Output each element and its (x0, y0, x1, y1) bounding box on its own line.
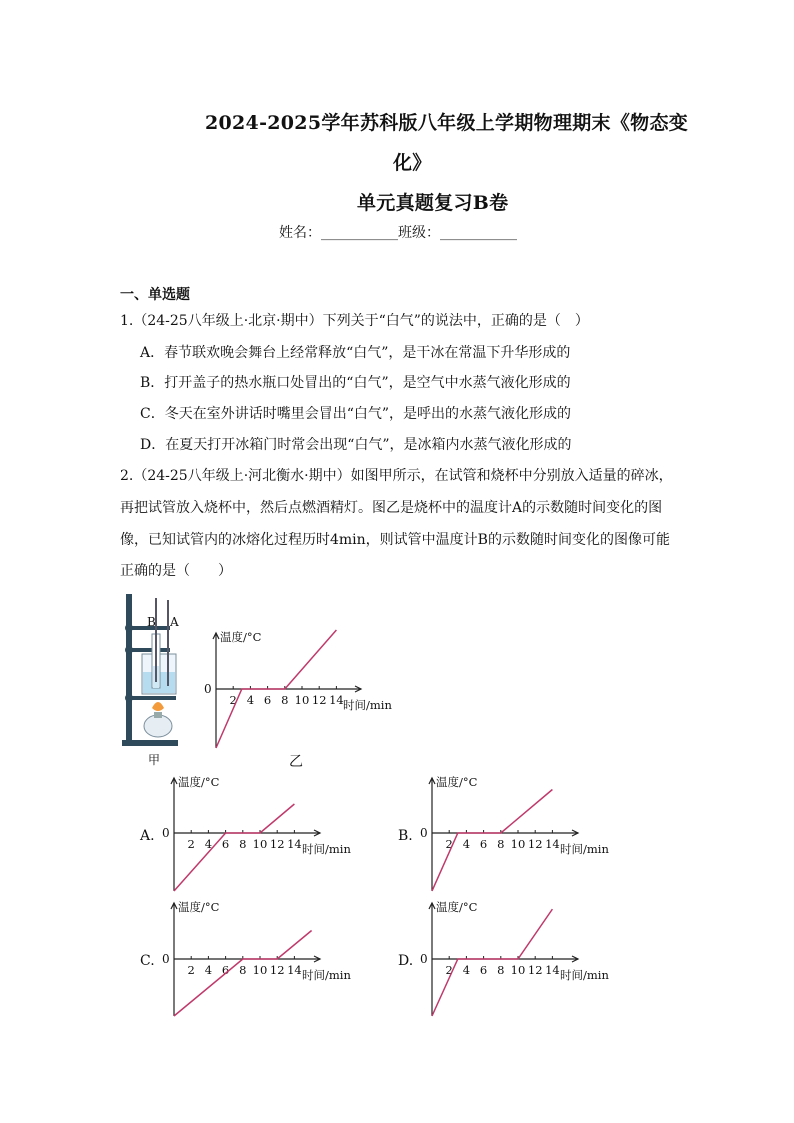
apparatus-illustration (118, 590, 190, 770)
x-tick-label: 6 (221, 837, 230, 851)
x-tick-label: 2 (445, 837, 453, 851)
q1-option-a: A．春节联欢晚会舞台上经常释放“白气”，是干冰在常温下升华形成的 (140, 345, 571, 361)
q1-option-b: B．打开盖子的热水瓶口处冒出的“白气”，是空气中水蒸气液化形成的 (140, 375, 571, 391)
section-heading: 一、单选题 (120, 287, 190, 303)
label-b: B (147, 615, 156, 629)
x-tick-label: 12 (311, 693, 327, 707)
q1-stem: 1.（24-25八年级上·北京·期中）下列关于“白气”的说法中，正确的是（ ） (120, 313, 589, 329)
page-title-line1: 2024-2025学年苏科版八年级上学期物理期末《物态变 (205, 112, 689, 134)
x-tick-label: 12 (269, 963, 285, 977)
x-tick-label: 14 (287, 963, 302, 977)
y-axis-label: 温度/°C (178, 900, 220, 914)
x-axis-label: 时间/min (560, 842, 609, 856)
x-tick-label: 10 (510, 837, 526, 851)
x-tick-label: 6 (479, 837, 488, 851)
x-tick-label: 10 (252, 963, 268, 977)
x-tick-label: 2 (229, 693, 237, 707)
x-axis-label: 时间/min (302, 968, 351, 982)
q1-option-d: D．在夏天打开冰箱门时常会出现“白气”，是冰箱内水蒸气液化形成的 (140, 437, 572, 453)
x-tick-label: 6 (479, 963, 488, 977)
x-tick-label: 12 (527, 837, 543, 851)
x-tick-label: 14 (329, 693, 344, 707)
origin-label: 0 (162, 952, 170, 966)
x-tick-label: 4 (462, 837, 471, 851)
page-subtitle: 单元真题复习B卷 (357, 192, 509, 214)
x-tick-label: 14 (545, 837, 560, 851)
x-tick-label: 10 (252, 837, 268, 851)
x-tick-label: 2 (187, 963, 195, 977)
x-tick-label: 2 (187, 837, 195, 851)
x-tick-label: 6 (263, 693, 272, 707)
q2-stem-line3: 像，已知试管内的冰熔化过程历时4min，则试管中温度计B的示数随时间变化的图像可能 (120, 532, 670, 548)
x-tick-label: 14 (287, 837, 302, 851)
graph-option-a (156, 773, 366, 898)
x-tick-label: 10 (294, 693, 310, 707)
x-tick-label: 4 (246, 693, 255, 707)
q1-option-c: C．冬天在室外讲话时嘴里会冒出“白气”，是呼出的水蒸气液化形成的 (140, 406, 572, 422)
option-b-label: B. (398, 828, 413, 844)
y-axis-label: 温度/°C (436, 900, 478, 914)
option-a-label: A. (140, 828, 155, 844)
q2-stem-line4: 正确的是（ ） (120, 563, 232, 579)
x-tick-label: 12 (527, 963, 543, 977)
q2-stem-line1: 2.（24-25八年级上·河北衡水·期中）如图甲所示，在试管和烧杯中分别放入适量的碎冰， (120, 468, 673, 484)
label-a: A (170, 615, 179, 629)
graph-option-d (414, 898, 624, 1023)
x-axis-label: 时间/min (302, 842, 351, 856)
x-tick-label: 8 (281, 693, 289, 707)
graph-option-c (156, 898, 366, 1023)
x-axis-label: 时间/min (560, 968, 609, 982)
x-tick-label: 2 (445, 963, 453, 977)
x-tick-label: 4 (462, 963, 471, 977)
graph-yi (198, 628, 408, 753)
origin-label: 0 (420, 952, 428, 966)
origin-label: 0 (204, 682, 212, 696)
y-axis-label: 温度/°C (436, 775, 478, 789)
x-tick-label: 4 (204, 837, 213, 851)
x-tick-label: 8 (239, 837, 247, 851)
name-class-line: 姓名：___________班级：___________ (279, 225, 517, 241)
graph-option-b (414, 773, 624, 898)
label-yi: 乙 (289, 754, 303, 770)
origin-label: 0 (162, 826, 170, 840)
page-title-line2: 化》 (393, 152, 432, 174)
x-tick-label: 8 (497, 963, 505, 977)
x-tick-label: 12 (269, 837, 285, 851)
x-tick-label: 14 (545, 963, 560, 977)
q2-stem-line2: 再把试管放入烧杯中，然后点燃酒精灯。图乙是烧杯中的温度计A的示数随时间变化的图 (120, 500, 663, 516)
x-tick-label: 8 (497, 837, 505, 851)
label-jia: 甲 (148, 753, 161, 767)
x-tick-label: 6 (221, 963, 230, 977)
option-d-label: D. (398, 953, 414, 969)
y-axis-label: 温度/°C (220, 630, 262, 644)
x-axis-label: 时间/min (343, 698, 392, 712)
x-tick-label: 10 (510, 963, 526, 977)
origin-label: 0 (420, 826, 428, 840)
y-axis-label: 温度/°C (178, 775, 220, 789)
x-tick-label: 4 (204, 963, 213, 977)
x-tick-label: 8 (239, 963, 247, 977)
option-c-label: C. (140, 953, 155, 969)
